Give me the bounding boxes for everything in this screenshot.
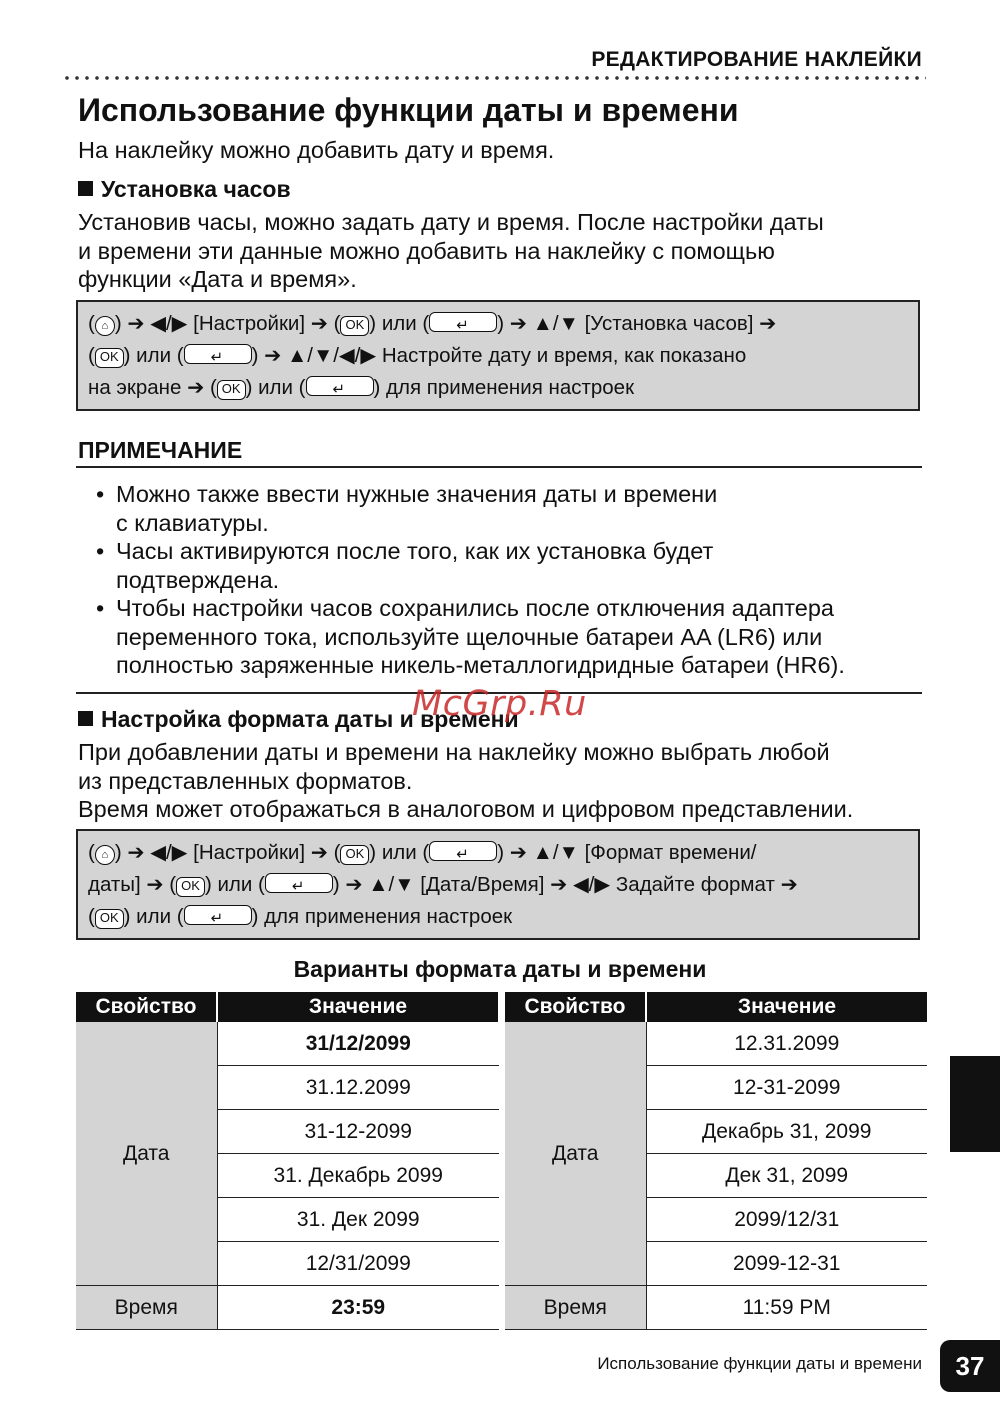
section-header: РЕДАКТИРОВАНИЕ НАКЛЕЙКИ bbox=[591, 48, 922, 71]
dotted-divider bbox=[62, 74, 926, 82]
note-item: • Чтобы настройки часов сохранились после отключения адаптера переменного тока, используйте щелочные батареи AA (LR6) или полностью заряженные никель-металлогидридные батареи (HR6). bbox=[96, 595, 845, 678]
ok-key-icon: OK bbox=[95, 909, 124, 929]
watermark: McGrp.Ru bbox=[412, 684, 587, 724]
value-cell: 12.31.2099 bbox=[646, 1022, 927, 1066]
table-header-row bbox=[76, 992, 927, 1022]
enter-key-icon bbox=[429, 841, 497, 861]
chapter-tab bbox=[950, 1056, 1000, 1152]
col-header: Свойство bbox=[76, 992, 217, 1022]
property-cell: Дата bbox=[505, 1022, 646, 1286]
clock-body: Установив часы, можно задать дату и время. После настройки даты и времени эти данные можно добавить на наклейку с помощью функции «Дата и время». bbox=[78, 209, 824, 292]
clock-steps-box: ( ⌂ ) ➔ ◀/▶ [Настройки] ➔ ( OK ) или (↵ ) ➔ ▲/▼ [Установка часов] ➔ ( OK ) или (↵ ) ➔ ▲/▼/◀/▶ Настройте дату и время, как показано на экране ➔ ( OK ) или (↵ ) для применения настроек bbox=[76, 300, 920, 411]
square-bullet-icon bbox=[78, 711, 93, 726]
col-header: Свойство bbox=[505, 992, 646, 1022]
format-heading: Настройка формата даты и времени bbox=[78, 706, 519, 733]
note-item: • Часы активируются после того, как их установка будет подтверждена. bbox=[96, 538, 714, 593]
value-cell: 2099-12-31 bbox=[646, 1242, 927, 1286]
property-cell: Время bbox=[76, 1286, 217, 1330]
format-steps-box: ( ⌂ ) ➔ ◀/▶ [Настройки] ➔ ( OK ) или (↵ ) ➔ ▲/▼ [Формат времени/ даты] ➔ ( OK ) или (↵ ) ➔ ▲/▼ [Дата/Время] ➔ ◀/▶ Задайте формат ➔ ( OK ) или (↵ ) для применения настроек bbox=[76, 829, 920, 940]
value-cell: 31/12/2099 bbox=[217, 1022, 499, 1066]
ok-key-icon: OK bbox=[340, 316, 369, 336]
page-title: Использование функции даты и времени bbox=[78, 92, 739, 128]
home-key-icon: ⌂ bbox=[95, 845, 115, 865]
enter-key-icon bbox=[265, 873, 333, 893]
enter-key-icon bbox=[429, 312, 497, 332]
ok-key-icon: OK bbox=[217, 380, 246, 400]
footer-text: Использование функции даты и времени bbox=[597, 1354, 922, 1373]
intro-text: На наклейку можно добавить дату и время. bbox=[78, 137, 555, 163]
value-cell: 12/31/2099 bbox=[217, 1242, 499, 1286]
value-cell: 12-31-2099 bbox=[646, 1066, 927, 1110]
property-cell: Дата bbox=[76, 1022, 217, 1286]
value-cell: 23:59 bbox=[217, 1286, 499, 1330]
clock-heading: Установка часов bbox=[78, 176, 291, 203]
enter-key-icon bbox=[306, 376, 374, 396]
format-body: При добавлении даты и времени на наклейку можно выбрать любой из представленных форматов. Время может отображаться в аналоговом и цифровом представлении. bbox=[78, 739, 854, 822]
value-cell: 11:59 PM bbox=[646, 1286, 927, 1330]
value-cell: 31.12.2099 bbox=[217, 1066, 499, 1110]
value-cell: Декабрь 31, 2099 bbox=[646, 1110, 927, 1154]
home-key-icon: ⌂ bbox=[95, 316, 115, 336]
value-cell: 31. Декабрь 2099 bbox=[217, 1154, 499, 1198]
note-heading: ПРИМЕЧАНИЕ bbox=[78, 437, 243, 463]
page-number: 37 bbox=[940, 1340, 1000, 1392]
enter-key-icon bbox=[184, 905, 252, 925]
property-cell: Время bbox=[505, 1286, 646, 1330]
enter-key-icon bbox=[184, 344, 252, 364]
table-row bbox=[76, 1286, 927, 1330]
table-row bbox=[76, 1022, 927, 1066]
note-item: • Можно также ввести нужные значения даты и времени с клавиатуры. bbox=[96, 481, 718, 536]
value-cell: 2099/12/31 bbox=[646, 1198, 927, 1242]
square-bullet-icon bbox=[78, 181, 93, 196]
value-cell: 31-12-2099 bbox=[217, 1110, 499, 1154]
ok-key-icon: OK bbox=[340, 845, 369, 865]
value-cell: 31. Дек 2099 bbox=[217, 1198, 499, 1242]
note-top-rule bbox=[76, 466, 922, 468]
col-header: Значение bbox=[646, 992, 927, 1022]
format-table bbox=[76, 992, 927, 1330]
ok-key-icon: OK bbox=[95, 348, 124, 368]
col-header: Значение bbox=[217, 992, 499, 1022]
value-cell: Дек 31, 2099 bbox=[646, 1154, 927, 1198]
ok-key-icon: OK bbox=[176, 877, 205, 897]
table-caption: Варианты формата даты и времени bbox=[293, 956, 707, 982]
